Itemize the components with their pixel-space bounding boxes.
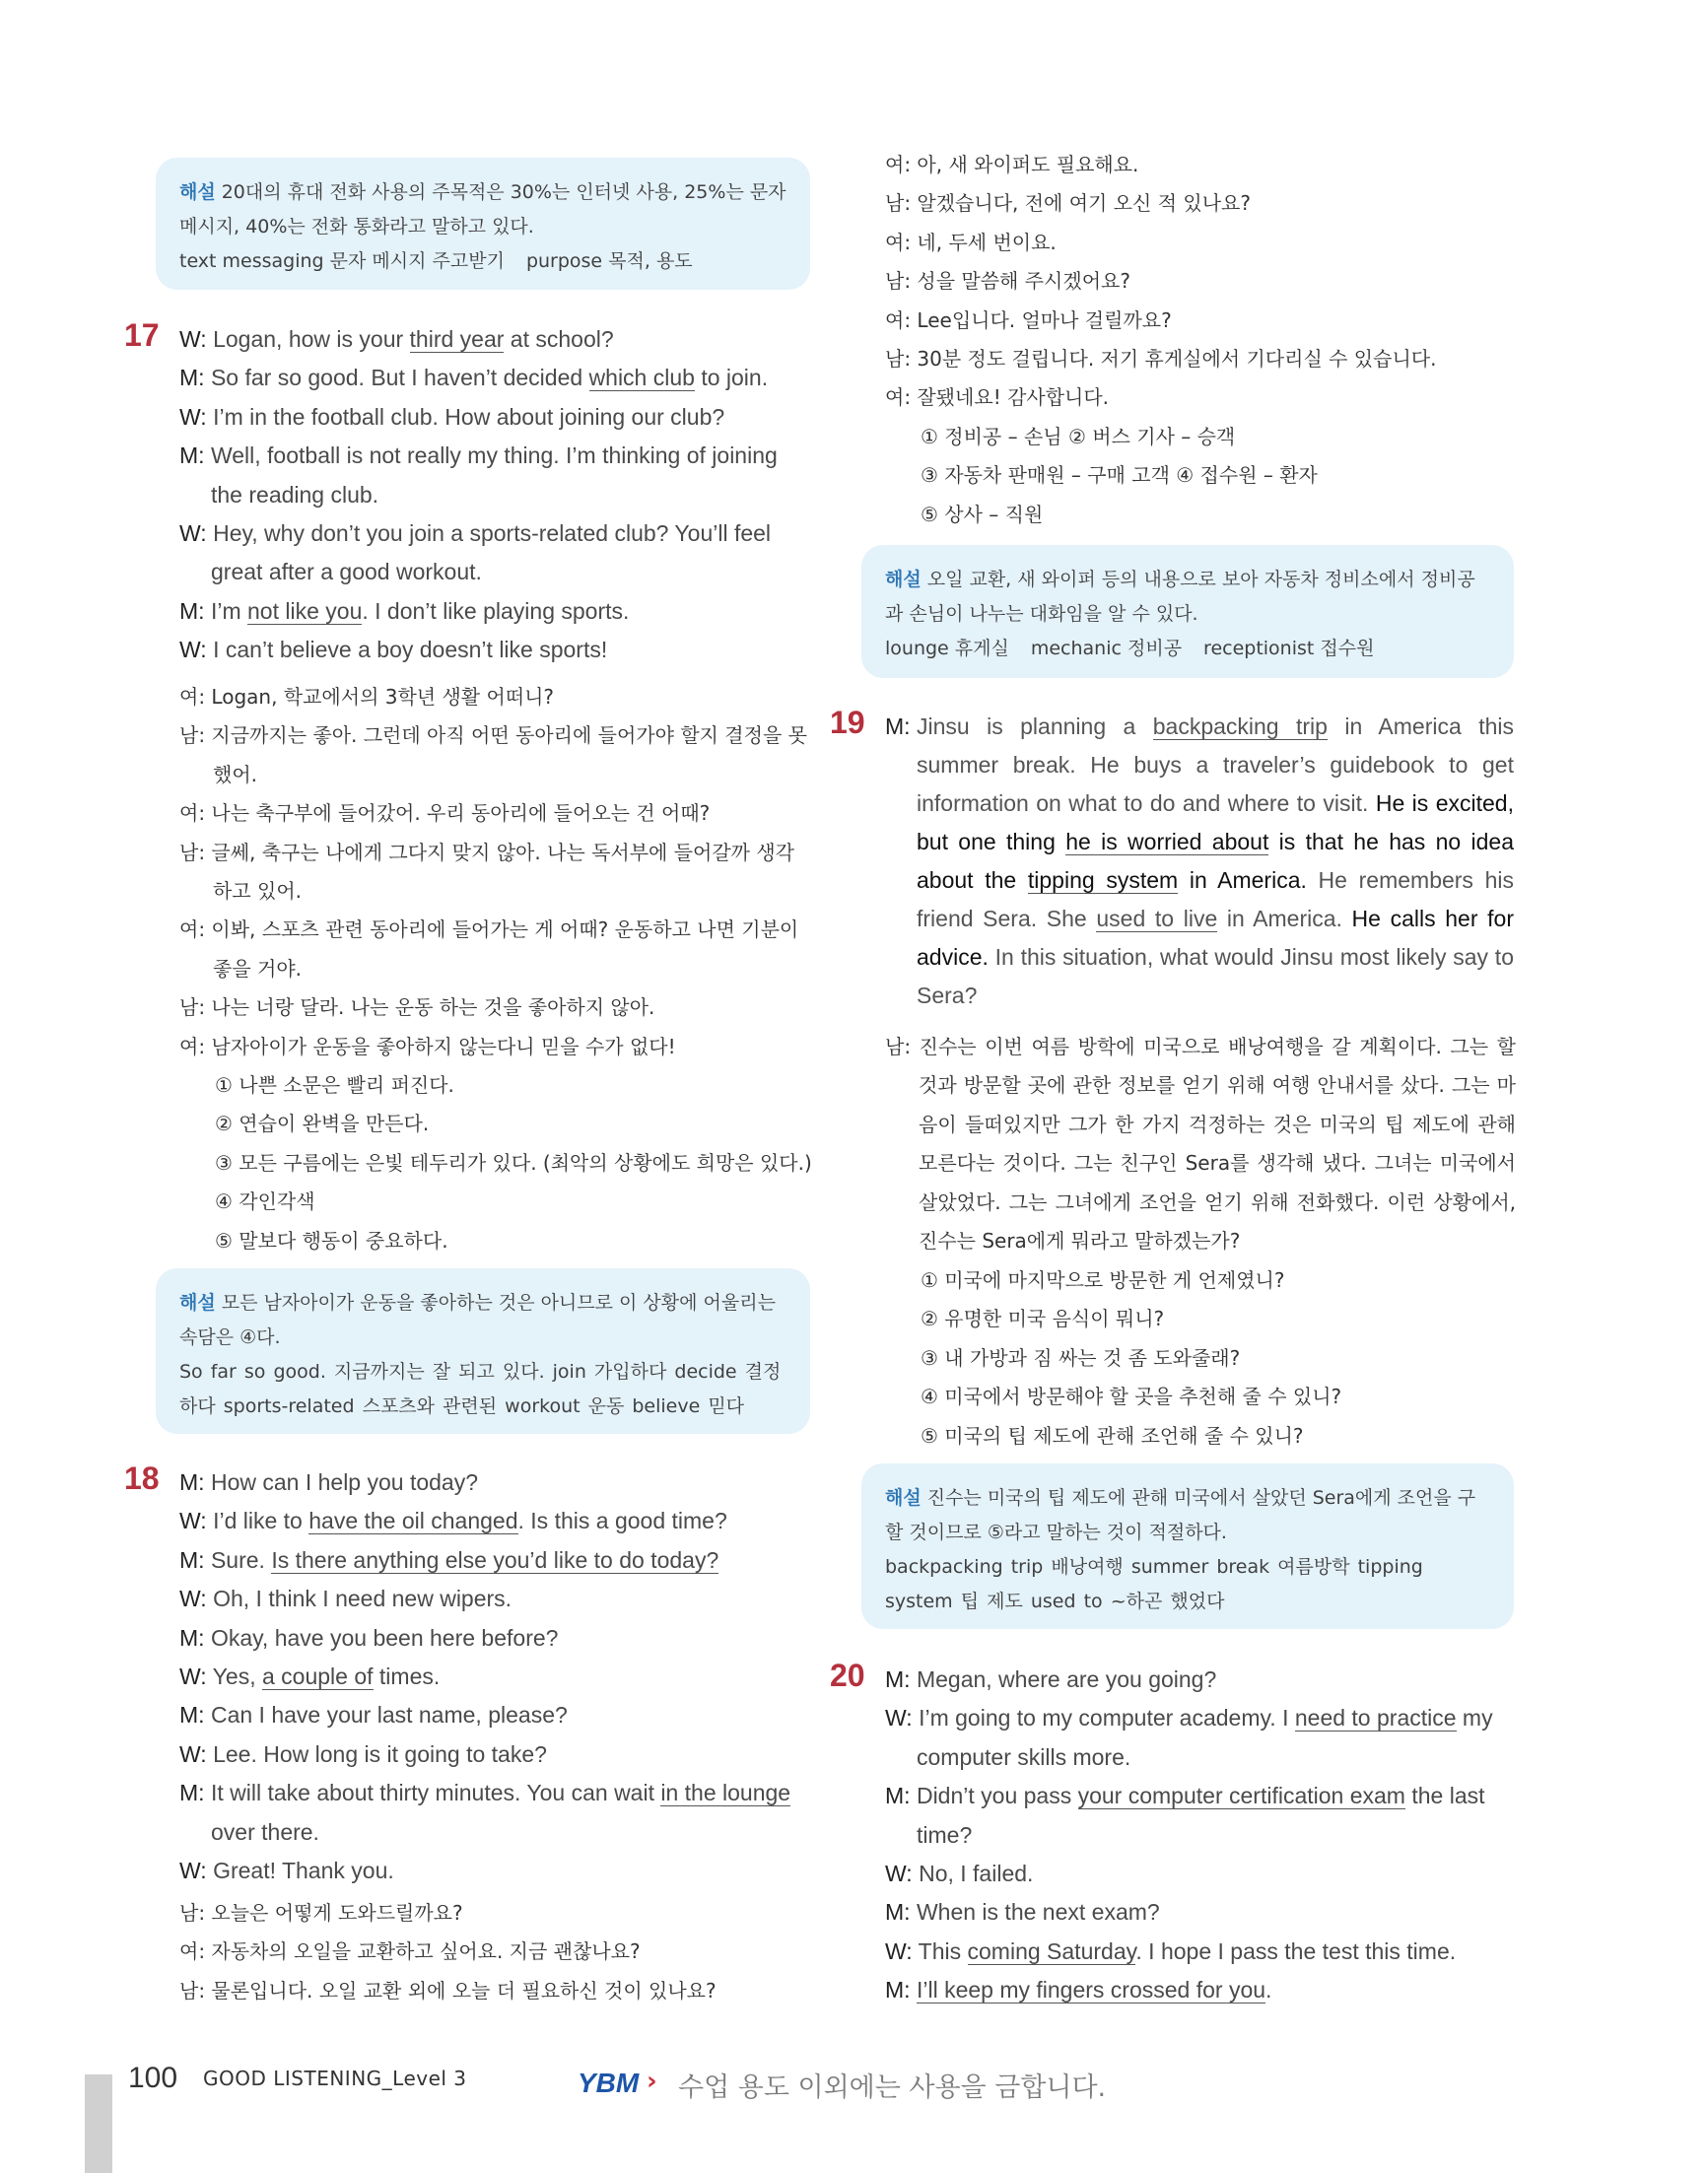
dialogue-line [885, 1933, 1516, 1971]
line-text: at school? [504, 326, 614, 352]
line-text: . [1265, 1977, 1272, 2003]
translation-line: 여: Lee입니다. 얼마나 걸릴까요? [885, 307, 1172, 332]
speaker-label: M: [179, 1624, 211, 1651]
dialogue-line [179, 1735, 812, 1774]
dialogue-line [179, 1580, 812, 1618]
vocab-item: lounge 휴게실 [885, 638, 1009, 659]
answer-option: ⑤ 미국의 팁 제도에 관해 조언해 줄 수 있니? [921, 1423, 1304, 1448]
vocab-item: receptionist 접수원 [1203, 638, 1375, 659]
vocab-item: purpose 목적, 용도 [525, 250, 693, 272]
dialogue-line [885, 1777, 1516, 1855]
monologue-speaker-19 [885, 708, 911, 746]
translation-19 [885, 1028, 1516, 1260]
dialogue-20 [885, 1661, 1516, 2010]
speaker-label: M: [179, 1469, 211, 1495]
answer-option: ① 미국에 마지막으로 방문한 게 언제였니? [921, 1268, 1285, 1292]
dialogue-line [179, 1658, 812, 1696]
explanation-box-19 [861, 1463, 1514, 1629]
speaker-label: M: [179, 1780, 211, 1806]
underlined-answer: Is there anything else you’d like to do today? [271, 1546, 719, 1573]
speaker-label: W: [885, 1937, 919, 1964]
explanation-text: 오일 교환, 새 와이퍼 등의 내용으로 보아 자동차 정비소에서 정비공과 손님이 나누는 대화임을 알 수 있다. [885, 569, 1475, 625]
dialogue-line [179, 1696, 812, 1734]
line-text: to join. [694, 365, 769, 391]
underlined-answer: used to live [1096, 906, 1218, 931]
line-text: Didn’t you pass [916, 1783, 1078, 1809]
line-text: the last time? [917, 1783, 1485, 1848]
dialogue-line [885, 1971, 1516, 2009]
translation-line: 여: 나는 축구부에 들어갔어. 우리 동아리에 들어오는 건 어때? [179, 801, 711, 826]
vocab-list: So far so good. 지금까지는 잘 되고 있다. join 가입하다 decide 결정하다 sports-related 스포츠와 관련된 workout 운동 believe 믿다 [179, 1361, 782, 1417]
monologue-bold-text: in America. [1178, 867, 1307, 893]
line-text: Great! Thank you. [213, 1858, 394, 1884]
translation-line: 남: 알겠습니다, 전에 여기 오신 적 있나요? [885, 191, 1251, 216]
line-text: Hey, why don’t you join a sports-related club? You’ll feel great after a good workout. [211, 520, 772, 585]
speaker-label: W: [179, 326, 214, 352]
line-text: Yes, [212, 1664, 262, 1690]
speaker-label: M: [179, 1702, 211, 1729]
dialogue-line [885, 1661, 1516, 1699]
book-title: GOOD LISTENING_Level 3 [203, 2067, 467, 2090]
speaker-label: W: [179, 403, 214, 430]
speaker-label: M: [885, 1666, 917, 1692]
monologue-text: in America this summer break. He buys a traveler’s guidebook to get information on what to do and where to visit. [917, 713, 1514, 816]
line-text: How can I help you today? [210, 1469, 479, 1495]
dialogue-line [179, 1774, 812, 1852]
speaker-label: M: [179, 365, 211, 391]
translation-line: 남: 성을 말씀해 주시겠어요? [885, 269, 1130, 294]
explanation-box-16 [156, 158, 810, 290]
line-text: . Is this a good time? [517, 1508, 727, 1534]
answer-option: ① 나쁜 소문은 빨리 퍼진다. [215, 1073, 454, 1098]
answer-option: ② 유명한 미국 음식이 뭐니? [921, 1307, 1165, 1331]
speaker-label: W: [179, 1740, 214, 1767]
line-text: my computer skills more. [917, 1705, 1493, 1770]
usage-notice: 수업 용도 이외에는 사용을 금합니다. [678, 2072, 1107, 2103]
speaker-label: W: [885, 1705, 920, 1732]
monologue-bold-text: is that he has no idea about the [917, 829, 1514, 893]
explanation-label: 해설 [885, 569, 922, 590]
underlined-answer: not like you [247, 597, 363, 624]
line-text: I’d like to [213, 1508, 309, 1534]
dialogue-line [179, 631, 812, 669]
line-text: Well, football is not really my thing. I’m thinking of joining the reading club. [210, 442, 778, 508]
line-text: This [918, 1937, 968, 1964]
explanation-label: 해설 [885, 1487, 922, 1509]
translation-line: 여: 이봐, 스포츠 관련 동아리에 들어가는 게 어때? 운동하고 나면 기분이 좋을 거야. [179, 917, 799, 981]
underlined-answer: have the oil changed [308, 1508, 518, 1534]
line-text: Lee. How long is it going to take? [213, 1740, 547, 1767]
translation-line: 남: 나는 너랑 달라. 나는 운동 하는 것을 좋아하지 않아. [179, 995, 655, 1020]
speaker-label: M: [179, 597, 211, 624]
chevron-right-icon: › [647, 2067, 657, 2096]
translation-line: 남: 오늘은 어떻게 도와드릴까요? [179, 1901, 463, 1925]
line-text: I’m [210, 597, 248, 624]
dialogue-line [179, 398, 812, 437]
answer-option: ② 연습이 완벽을 만든다. [215, 1112, 430, 1136]
vocab-item: mechanic 정비공 [1030, 638, 1183, 659]
explanation-label: 해설 [179, 181, 216, 203]
dialogue-line [179, 320, 812, 359]
dialogue-line [179, 1502, 812, 1540]
answer-option: ④ 미국에서 방문해야 할 곳을 추천해 줄 수 있니? [921, 1385, 1342, 1409]
speaker-label: M: [179, 442, 211, 469]
explanation-box-18 [861, 545, 1514, 678]
answer-option: ① 정비공 – 손님 ② 버스 기사 – 승객 [921, 424, 1236, 448]
explanation-text: 모든 남자아이가 운동을 좋아하는 것은 아니므로 이 상황에 어울리는 속담은 ④다. [179, 1292, 776, 1348]
monologue-bold-text: He is excited, but one thing [917, 790, 1514, 854]
monologue-text: In this situation, what would Jinsu most likely say to Sera? [917, 944, 1514, 1008]
dialogue-line [179, 514, 812, 592]
question-number-18: 18 [124, 1460, 160, 1496]
underlined-answer: in the lounge [660, 1780, 791, 1806]
translation-line: 여: 자동차의 오일을 교환하고 싶어요. 지금 괜찮나요? [179, 1939, 641, 1964]
question-number-20: 20 [830, 1658, 865, 1693]
footer-side-bar [85, 2074, 112, 2173]
translation-17 [179, 678, 812, 1260]
translation-line: 여: Logan, 학교에서의 3학년 생활 어떠니? [179, 685, 555, 709]
dialogue-line [179, 437, 812, 514]
speaker-label: M: [885, 1977, 917, 2003]
speaker-label: W: [179, 1586, 214, 1612]
ybm-logo: YBM [578, 2068, 640, 2098]
vocab-list: backpacking trip 배낭여행 summer break 여름방학 tipping system 팁 제도 used to ~하곤 했었다 [885, 1556, 1423, 1612]
question-number-17: 17 [124, 317, 160, 353]
speaker-label: W: [179, 1508, 214, 1534]
translation-line: 여: 네, 두세 번이요. [885, 230, 1057, 254]
line-text: I’m going to my computer academy. I [919, 1705, 1295, 1732]
options-19 [885, 1261, 1516, 1456]
line-text: When is the next exam? [916, 1899, 1160, 1926]
line-text: . I don’t like playing sports. [362, 597, 630, 624]
dialogue-line [179, 592, 812, 631]
speaker-label: W: [179, 637, 214, 663]
underlined-answer: I’ll keep my fingers crossed for you [916, 1977, 1266, 2003]
answer-option: ③ 내 가방과 짐 싸는 것 좀 도와줄래? [921, 1345, 1241, 1370]
line-text: It will take about thirty minutes. You can wait [210, 1780, 661, 1806]
monologue-19 [917, 708, 1514, 1015]
underlined-answer: coming Saturday [967, 1937, 1136, 1964]
line-text: Logan, how is your [213, 326, 410, 352]
explanation-text: 진수는 미국의 팁 제도에 관해 미국에서 살았던 Sera에게 조언을 구할 것이므로 ⑤라고 말하는 것이 적절하다. [885, 1487, 1476, 1543]
line-text: times. [373, 1664, 441, 1690]
translation-paragraph: 남: 진수는 이번 여름 방학에 미국으로 배낭여행을 갈 계획이다. 그는 할 것과 방문할 곳에 관한 정보를 얻기 위해 여행 안내서를 샀다. 그는 마음이 들떠있지만 그가 한 가지 걱정하는 것은 미국의 팁 제도에 관해 모른다는 것이다. 그는 친구인 Sera를 생각해 냈다. 그녀는 미국에서 살았었다. 그는 그녀에게 조언을 얻기 위해 전화했다. 이런 상황에서, 진수는 Sera에게 뭐라고 말하겠는가? [885, 1035, 1516, 1254]
translation-line: 여: 아, 새 와이퍼도 필요해요. [885, 153, 1139, 176]
line-text: Can I have your last name, please? [210, 1702, 568, 1729]
dialogue-line [179, 1541, 812, 1580]
line-text: Megan, where are you going? [916, 1666, 1217, 1692]
underlined-answer: he is worried about [1065, 829, 1269, 854]
speaker-label: M: [885, 713, 911, 739]
speaker-label: M: [885, 1783, 917, 1809]
monologue-text: He remembers his friend Sera. She [917, 867, 1515, 931]
monologue-text: Jinsu is planning a [917, 713, 1153, 739]
speaker-label: W: [179, 1858, 214, 1884]
speaker-label: M: [885, 1899, 917, 1926]
vocab-item: text messaging 문자 메시지 주고받기 [179, 250, 505, 272]
underlined-answer: tipping system [1027, 867, 1179, 893]
translation-line: 남: 지금까지는 좋아. 그런데 아직 어떤 동아리에 들어가야 할지 결정을 못했어. [179, 723, 807, 786]
speaker-label: W: [885, 1861, 920, 1887]
line-text: Oh, I think I need new wipers. [213, 1586, 512, 1612]
dialogue-line [885, 1855, 1516, 1893]
dialogue-line [179, 359, 812, 397]
underlined-answer: third year [409, 326, 505, 352]
speaker-label: W: [179, 1664, 213, 1690]
answer-option: ⑤ 상사 – 직원 [921, 502, 1044, 526]
underlined-answer: your computer certification exam [1077, 1783, 1405, 1809]
underlined-answer: which club [588, 365, 695, 391]
explanation-text: 20대의 휴대 전화 사용의 주목적은 30%는 인터넷 사용, 25%는 문자 메시지, 40%는 전화 통화라고 말하고 있다. [179, 181, 786, 238]
line-text: over there. [211, 1818, 319, 1845]
monologue-bold-text: He calls her for advice. [917, 906, 1514, 970]
question-number-19: 19 [830, 705, 865, 740]
explanation-label: 해설 [179, 1292, 216, 1314]
underlined-answer: need to practice [1294, 1705, 1457, 1732]
translation-line: 여: 잘됐네요! 감사합니다. [885, 385, 1110, 410]
answer-option: ④ 각인각색 [215, 1189, 315, 1214]
underlined-answer: a couple of [261, 1664, 374, 1690]
dialogue-18 [179, 1463, 812, 1890]
translation-18-part1 [179, 1894, 812, 2010]
speaker-label: M: [179, 1546, 211, 1573]
line-text: I can’t believe a boy doesn’t like sports! [213, 637, 608, 663]
dialogue-line [885, 1893, 1516, 1932]
line-text: I’m in the football club. How about joining our club? [213, 403, 725, 430]
page-number: 100 [128, 2062, 178, 2094]
translation-line: 여: 남자아이가 운동을 좋아하지 않는다니 믿을 수가 없다! [179, 1034, 676, 1058]
underlined-answer: backpacking trip [1152, 713, 1328, 739]
line-text: No, I failed. [919, 1861, 1034, 1887]
answer-option: ③ 모든 구름에는 은빛 테두리가 있다. (최악의 상황에도 희망은 있다.) [215, 1150, 812, 1175]
explanation-box-17 [156, 1268, 810, 1434]
dialogue-line [179, 1463, 812, 1502]
monologue-text: in America. [1217, 906, 1352, 931]
dialogue-line [179, 1852, 812, 1890]
line-text: Okay, have you been here before? [210, 1624, 559, 1651]
translation-line: 남: 물론입니다. 오일 교환 외에 오늘 더 필요하신 것이 있나요? [179, 1978, 717, 2003]
speaker-label: W: [179, 520, 214, 547]
dialogue-17 [179, 320, 812, 670]
line-text: . I hope I pass the test this time. [1135, 1937, 1457, 1964]
translation-line: 남: 글쎄, 축구는 나에게 그다지 맞지 않아. 나는 독서부에 들어갈까 생각하고 있어. [179, 840, 794, 904]
answer-option: ⑤ 말보다 행동이 중요하다. [215, 1228, 448, 1253]
translation-line: 남: 30분 정도 걸립니다. 저기 휴게실에서 기다리실 수 있습니다. [885, 347, 1437, 372]
dialogue-line [885, 1699, 1516, 1777]
translation-18-part2 [885, 146, 1516, 534]
dialogue-line [179, 1619, 812, 1658]
line-text: So far so good. But I haven’t decided [210, 365, 589, 391]
line-text: Sure. [210, 1546, 272, 1573]
answer-option: ③ 자동차 판매원 – 구매 고객 ④ 접수원 – 환자 [921, 463, 1318, 488]
